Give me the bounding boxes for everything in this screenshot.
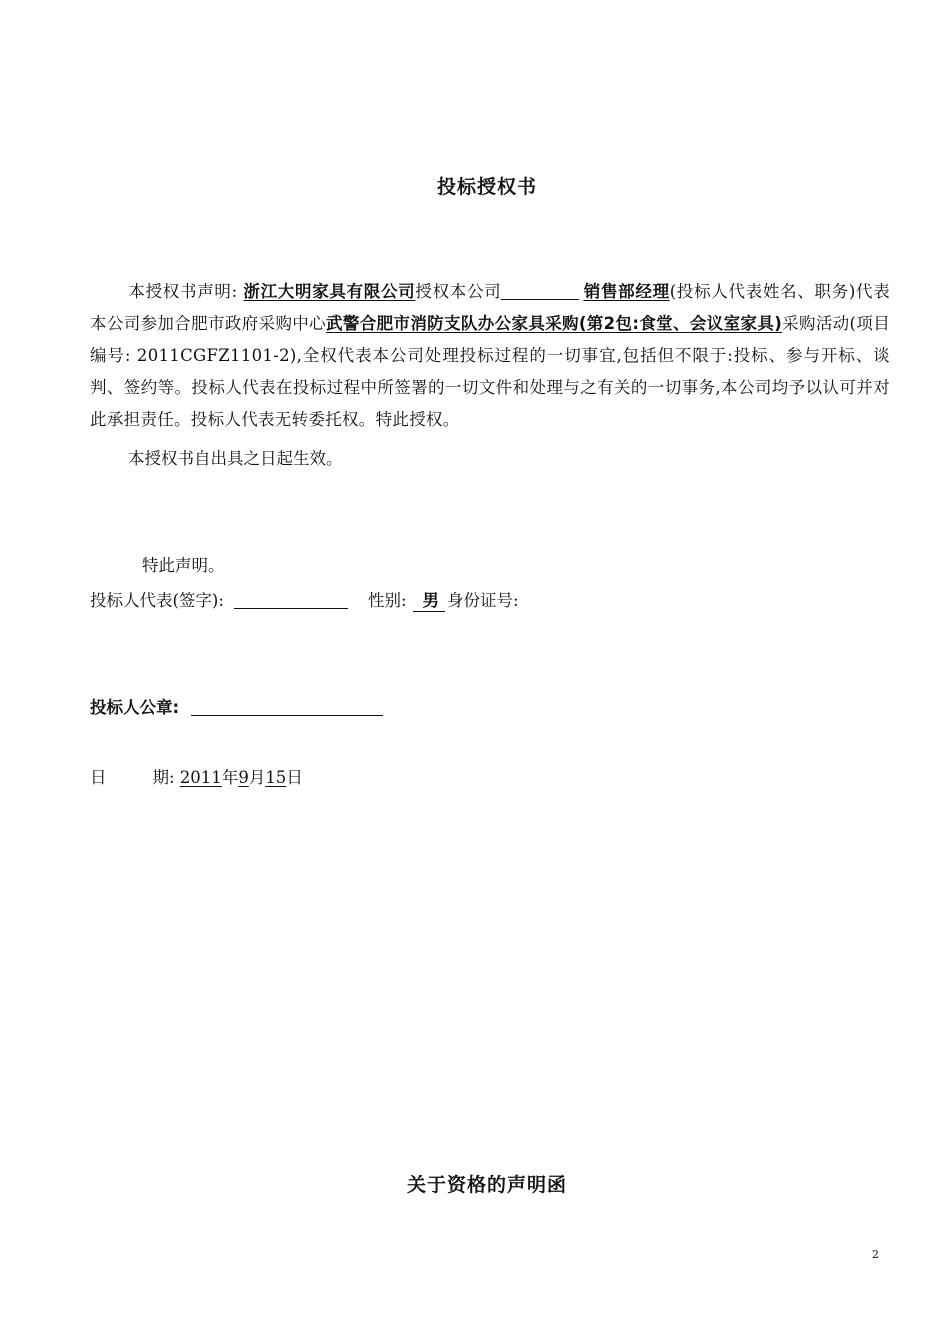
signature-line	[90, 587, 519, 612]
date-label-first: 日	[90, 768, 107, 787]
seal-label: 投标人公章:	[90, 698, 180, 717]
effective-statement: 本授权书自出具之日起生效。	[128, 449, 343, 468]
document-title: 投标授权书	[436, 176, 537, 198]
id-label: 身份证号:	[447, 591, 519, 610]
date-month: 9	[238, 768, 249, 787]
date-year-unit: 年	[221, 768, 239, 787]
authorize-text: 授权本公司	[415, 282, 502, 301]
authorization-paragraph	[90, 276, 890, 436]
rep-position: 销售部经理	[583, 282, 670, 301]
project-name: 武警合肥市消防支队办公家具采购(第2包:食堂、会议室家具)	[326, 314, 783, 333]
date-label-second: 期:	[152, 768, 175, 787]
intro-text: 本授权书声明:	[128, 282, 238, 301]
date-day-unit: 日	[286, 768, 303, 787]
rep-sign-blank	[234, 590, 348, 609]
page-number: 2	[872, 1248, 879, 1261]
rep-sign-label: 投标人代表(签字):	[90, 591, 224, 610]
next-section-title: 关于资格的声明函	[406, 1174, 567, 1196]
seal-blank	[191, 697, 383, 716]
name-blank	[501, 281, 579, 300]
company-name: 浙江大明家具有限公司	[243, 282, 416, 301]
special-statement: 特此声明。	[142, 556, 225, 575]
gender-label: 性别:	[367, 591, 407, 610]
paragraph-rest: 采购活动(项目编号: 2011CGFZ1101-2),全权代表本公司处理投标过程的一切事宜,包括但不限于:投标、参与开标、谈判、签约等。投标人代表在投标过程中所签署的一切文件和处理与之有关的一切事务,本公司均予以认可并对此承担责任。投标人代表无转委托权。特此授权。	[90, 314, 890, 429]
date-year: 2011	[179, 768, 222, 787]
date-day: 15	[265, 768, 287, 787]
date-month-unit: 月	[248, 768, 266, 787]
date-line	[90, 764, 303, 788]
rep-note: (投标人代表姓名、职务)代表本公司参加合肥市政府采购中心	[90, 282, 891, 333]
seal-line	[90, 694, 383, 718]
gender-value: 男	[413, 587, 446, 612]
